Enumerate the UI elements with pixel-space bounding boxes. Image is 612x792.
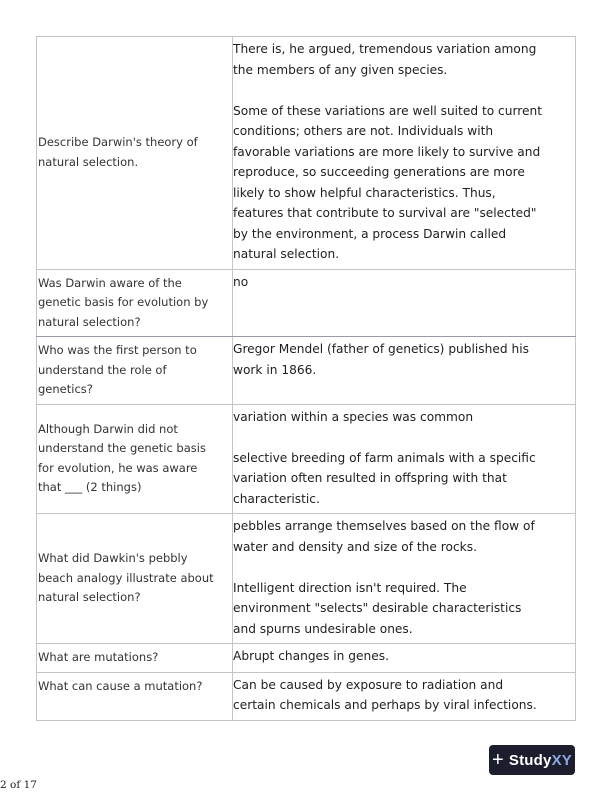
table-row bbox=[37, 404, 576, 514]
logo-text-xy: XY bbox=[551, 751, 572, 769]
answer-paragraph: There is, he argued, tremendous variation among the members of any given species. bbox=[233, 42, 537, 77]
question-cell: Although Darwin did not understand the genetic basis for evolution, he was aware that ___ (2 things) bbox=[37, 404, 233, 514]
table-row bbox=[37, 672, 576, 720]
answer-paragraph: variation within a species was common bbox=[233, 409, 474, 424]
answer-cell bbox=[233, 672, 576, 720]
question-cell: What are mutations? bbox=[37, 644, 233, 673]
answer-paragraph: Can be caused by exposure to radiation and certain chemicals and perhaps by viral infections. bbox=[233, 677, 537, 712]
table-row bbox=[37, 644, 576, 673]
answer-paragraph: Abrupt changes in genes. bbox=[233, 649, 389, 663]
answer-cell bbox=[233, 269, 576, 337]
question-cell: Describe Darwin's theory of natural selection. bbox=[37, 37, 233, 270]
answer-cell bbox=[233, 37, 576, 270]
question-cell: What can cause a mutation? bbox=[37, 672, 233, 720]
page-number: 2 of 17 bbox=[0, 779, 37, 791]
question-cell: Who was the first person to understand the role of genetics? bbox=[37, 337, 233, 405]
table-row bbox=[37, 514, 576, 644]
studyxy-logo[interactable] bbox=[489, 745, 575, 775]
answer-cell bbox=[233, 404, 576, 514]
table-row bbox=[37, 37, 576, 270]
logo-text-study: Study bbox=[508, 751, 552, 769]
answer-paragraph: selective breeding of farm animals with a specific variation often resulted in offspring with that characteristic. bbox=[233, 450, 536, 506]
answer-cell bbox=[233, 644, 576, 673]
answer-cell bbox=[233, 337, 576, 405]
answer-paragraph: pebbles arrange themselves based on the flow of water and density and size of the rocks. bbox=[233, 519, 535, 554]
question-cell: What did Dawkin's pebbly beach analogy illustrate about natural selection? bbox=[37, 514, 233, 644]
answer-paragraph: Some of these variations are well suited to current conditions; others are not. Individuals with favorable variations are more likely to survive and reproduce, so succeeding generations are more likely to show helpful characteristics. Thus, features that contribute to survival are "selected" by the environment, a process Darwin called natural selection. bbox=[233, 103, 543, 261]
flashcard-table bbox=[36, 36, 576, 721]
answer-paragraph: Gregor Mendel (father of genetics) published his work in 1866. bbox=[233, 342, 529, 377]
answer-paragraph: no bbox=[233, 274, 249, 289]
question-cell: Was Darwin aware of the genetic basis for evolution by natural selection? bbox=[37, 269, 233, 337]
answer-cell bbox=[233, 514, 576, 644]
plus-icon: + bbox=[492, 749, 504, 771]
table-row bbox=[37, 337, 576, 405]
table-row bbox=[37, 269, 576, 337]
answer-paragraph: Intelligent direction isn't required. The environment "selects" desirable characteristics and spurns undesirable ones. bbox=[233, 580, 522, 636]
